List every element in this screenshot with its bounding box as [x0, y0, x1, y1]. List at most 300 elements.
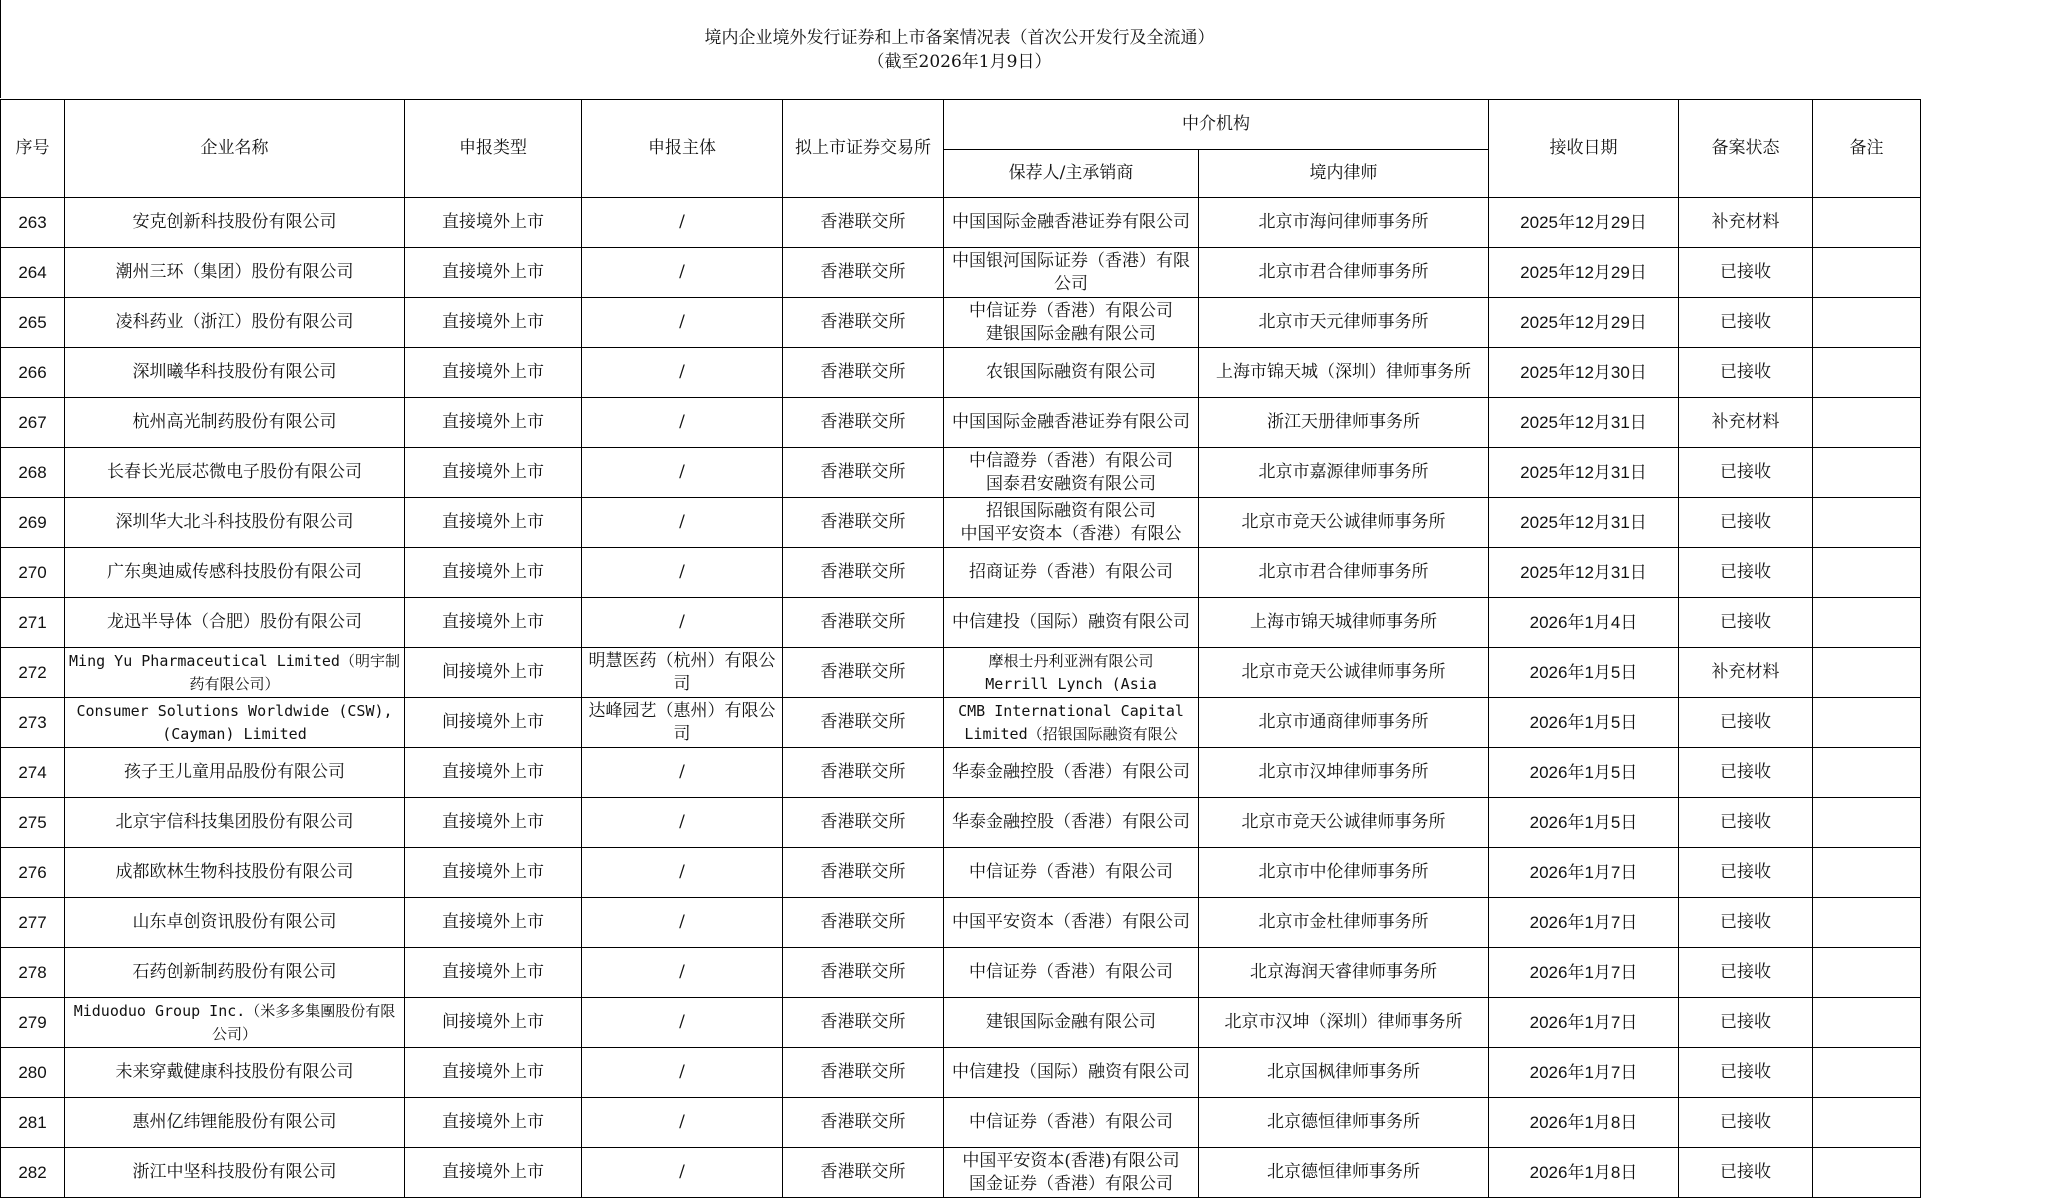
cell-exchange[interactable] — [783, 648, 944, 698]
cell-status[interactable] — [1679, 598, 1813, 648]
cell-sponsor[interactable] — [944, 748, 1199, 798]
cell-lawyer-text: 北京德恒律师事务所 — [1267, 1112, 1420, 1132]
cell-sponsor[interactable] — [944, 1048, 1199, 1098]
cell-company[interactable] — [65, 948, 405, 998]
cell-subject[interactable] — [582, 848, 783, 898]
cell-exchange[interactable] — [783, 598, 944, 648]
cell-type[interactable] — [405, 798, 582, 848]
cell-subject[interactable] — [582, 698, 783, 748]
cell-exchange[interactable] — [783, 948, 944, 998]
cell-company-text: 深圳华大北斗科技股份有限公司 — [115, 512, 354, 532]
cell-lawyer[interactable] — [1199, 898, 1489, 948]
cell-company-text: 龙迅半导体（合肥）股份有限公司 — [107, 612, 362, 632]
cell-lawyer-text: 北京市汉坤（深圳）律师事务所 — [1224, 1012, 1463, 1032]
cell-type-text: 直接境外上市 — [442, 462, 544, 482]
cell-type[interactable] — [405, 248, 582, 298]
cell-company[interactable] — [65, 348, 405, 398]
cell-type-text: 直接境外上市 — [442, 912, 544, 932]
cell-status[interactable] — [1679, 348, 1813, 398]
cell-type[interactable] — [405, 948, 582, 998]
cell-date[interactable] — [1489, 498, 1679, 548]
cell-sponsor[interactable] — [944, 498, 1199, 548]
cell-seq[interactable] — [1, 398, 65, 448]
cell-status[interactable] — [1679, 748, 1813, 798]
cell-lawyer[interactable] — [1199, 698, 1489, 748]
header-type: 申报类型 — [405, 100, 582, 198]
table-row[interactable] — [1, 1148, 1921, 1198]
cell-type[interactable] — [405, 898, 582, 948]
cell-seq[interactable] — [1, 698, 65, 748]
cell-company[interactable] — [65, 598, 405, 648]
cell-remark[interactable] — [1813, 448, 1921, 498]
cell-date-text: 2026年1月7日 — [1529, 1063, 1638, 1082]
cell-lawyer[interactable] — [1199, 748, 1489, 798]
cell-company[interactable] — [65, 1048, 405, 1098]
cell-seq-text: 282 — [18, 1163, 47, 1182]
table-row[interactable] — [1, 898, 1921, 948]
cell-date[interactable] — [1489, 698, 1679, 748]
cell-lawyer[interactable] — [1199, 298, 1489, 348]
cell-seq[interactable] — [1, 298, 65, 348]
cell-remark[interactable] — [1813, 698, 1921, 748]
cell-status-text: 已接收 — [1720, 362, 1771, 382]
cell-lawyer[interactable] — [1199, 648, 1489, 698]
cell-remark[interactable] — [1813, 998, 1921, 1048]
cell-exchange[interactable] — [783, 548, 944, 598]
cell-lawyer[interactable] — [1199, 1148, 1489, 1198]
cell-status-text: 已接收 — [1720, 462, 1771, 482]
table-row[interactable] — [1, 698, 1921, 748]
cell-remark[interactable] — [1813, 198, 1921, 248]
cell-exchange[interactable] — [783, 398, 944, 448]
cell-sponsor-text: 建银国际金融有限公司 — [986, 1012, 1156, 1032]
cell-sponsor[interactable] — [944, 448, 1199, 498]
cell-status[interactable] — [1679, 298, 1813, 348]
cell-type[interactable] — [405, 1148, 582, 1198]
cell-lawyer[interactable] — [1199, 348, 1489, 398]
cell-type[interactable] — [405, 848, 582, 898]
cell-exchange-text: 香港联交所 — [820, 462, 906, 482]
cell-lawyer-text: 北京市竞天公诚律师事务所 — [1241, 662, 1446, 682]
cell-type[interactable] — [405, 498, 582, 548]
cell-remark[interactable] — [1813, 648, 1921, 698]
cell-seq[interactable] — [1, 498, 65, 548]
cell-exchange[interactable] — [783, 498, 944, 548]
table-row[interactable] — [1, 948, 1921, 998]
cell-type[interactable] — [405, 198, 582, 248]
cell-lawyer[interactable] — [1199, 548, 1489, 598]
cell-status[interactable] — [1679, 1148, 1813, 1198]
cell-date[interactable] — [1489, 398, 1679, 448]
cell-company-text: Consumer Solutions Worldwide (CSW), (Cayman) Limited — [76, 701, 393, 743]
cell-sponsor[interactable] — [944, 248, 1199, 298]
cell-subject[interactable] — [582, 548, 783, 598]
cell-lawyer[interactable] — [1199, 398, 1489, 448]
cell-type[interactable] — [405, 298, 582, 348]
cell-status-text: 已接收 — [1720, 712, 1771, 732]
cell-remark[interactable] — [1813, 848, 1921, 898]
cell-seq[interactable] — [1, 598, 65, 648]
cell-subject-text: / — [679, 562, 685, 582]
cell-sponsor-text: 招商证券（香港）有限公司 — [969, 562, 1173, 582]
cell-date[interactable] — [1489, 548, 1679, 598]
cell-lawyer-text: 浙江天册律师事务所 — [1267, 412, 1420, 432]
cell-type[interactable] — [405, 648, 582, 698]
cell-type[interactable] — [405, 1098, 582, 1148]
cell-lawyer[interactable] — [1199, 248, 1489, 298]
cell-sponsor[interactable] — [944, 998, 1199, 1048]
cell-seq[interactable] — [1, 848, 65, 898]
cell-exchange[interactable] — [783, 998, 944, 1048]
cell-remark[interactable] — [1813, 798, 1921, 848]
cell-status[interactable] — [1679, 898, 1813, 948]
cell-date-text: 2026年1月8日 — [1529, 1113, 1638, 1132]
cell-exchange[interactable] — [783, 698, 944, 748]
cell-seq-text: 275 — [18, 813, 47, 832]
cell-date-text: 2026年1月7日 — [1529, 963, 1638, 982]
cell-remark[interactable] — [1813, 398, 1921, 448]
cell-status[interactable] — [1679, 1098, 1813, 1148]
cell-date[interactable] — [1489, 298, 1679, 348]
cell-status[interactable] — [1679, 548, 1813, 598]
cell-sponsor-text: 中信证券（香港）有限公司 建银国际金融有限公司 — [969, 300, 1173, 344]
cell-date-text: 2025年12月31日 — [1520, 513, 1647, 532]
cell-company[interactable] — [65, 548, 405, 598]
cell-type[interactable] — [405, 398, 582, 448]
cell-exchange[interactable] — [783, 348, 944, 398]
cell-lawyer[interactable] — [1199, 448, 1489, 498]
cell-sponsor[interactable] — [944, 948, 1199, 998]
cell-company-text: 长春长光辰芯微电子股份有限公司 — [107, 462, 362, 482]
cell-sponsor[interactable] — [944, 1098, 1199, 1148]
cell-seq[interactable] — [1, 448, 65, 498]
cell-company[interactable] — [65, 448, 405, 498]
cell-seq[interactable] — [1, 798, 65, 848]
cell-seq[interactable] — [1, 1098, 65, 1148]
cell-exchange[interactable] — [783, 248, 944, 298]
cell-type-text: 直接境外上市 — [442, 812, 544, 832]
cell-status[interactable] — [1679, 448, 1813, 498]
cell-remark[interactable] — [1813, 748, 1921, 798]
cell-exchange-text: 香港联交所 — [820, 1112, 906, 1132]
table-row[interactable] — [1, 748, 1921, 798]
cell-subject[interactable] — [582, 798, 783, 848]
cell-status[interactable] — [1679, 998, 1813, 1048]
cell-exchange[interactable] — [783, 1148, 944, 1198]
cell-subject-text: / — [679, 1012, 685, 1032]
cell-exchange-text: 香港联交所 — [820, 762, 906, 782]
cell-subject[interactable] — [582, 398, 783, 448]
cell-subject[interactable] — [582, 598, 783, 648]
cell-company[interactable] — [65, 798, 405, 848]
cell-company-text: 凌科药业（浙江）股份有限公司 — [115, 312, 354, 332]
cell-remark[interactable] — [1813, 598, 1921, 648]
cell-sponsor[interactable] — [944, 298, 1199, 348]
table-row[interactable] — [1, 1098, 1921, 1148]
cell-subject[interactable] — [582, 498, 783, 548]
cell-status[interactable] — [1679, 198, 1813, 248]
cell-status-text: 已接收 — [1720, 762, 1771, 782]
cell-seq-text: 280 — [18, 1063, 47, 1082]
cell-sponsor-text: 华泰金融控股（香港）有限公司 — [952, 812, 1190, 832]
cell-seq-text: 269 — [18, 513, 47, 532]
table-row[interactable] — [1, 448, 1921, 498]
table-row[interactable] — [1, 1048, 1921, 1098]
cell-lawyer[interactable] — [1199, 798, 1489, 848]
cell-lawyer[interactable] — [1199, 848, 1489, 898]
cell-subject[interactable] — [582, 348, 783, 398]
cell-subject[interactable] — [582, 898, 783, 948]
cell-date[interactable] — [1489, 1148, 1679, 1198]
cell-exchange[interactable] — [783, 1098, 944, 1148]
cell-type-text: 间接境外上市 — [442, 662, 544, 682]
cell-sponsor[interactable] — [944, 848, 1199, 898]
cell-subject-text: / — [679, 212, 685, 232]
cell-subject-text: / — [679, 762, 685, 782]
cell-exchange[interactable] — [783, 198, 944, 248]
cell-lawyer[interactable] — [1199, 948, 1489, 998]
cell-date[interactable] — [1489, 948, 1679, 998]
cell-subject-text: / — [679, 862, 685, 882]
table-row[interactable] — [1, 798, 1921, 848]
cell-subject[interactable] — [582, 948, 783, 998]
table-row[interactable] — [1, 548, 1921, 598]
table-row[interactable] — [1, 848, 1921, 898]
cell-lawyer-text: 北京市嘉源律师事务所 — [1258, 462, 1429, 482]
cell-exchange-text: 香港联交所 — [820, 812, 906, 832]
cell-type-text: 间接境外上市 — [442, 712, 544, 732]
cell-type[interactable] — [405, 348, 582, 398]
cell-seq-text: 268 — [18, 463, 47, 482]
table-row[interactable] — [1, 648, 1921, 698]
table-row[interactable] — [1, 348, 1921, 398]
cell-remark[interactable] — [1813, 298, 1921, 348]
cell-date[interactable] — [1489, 748, 1679, 798]
cell-subject-text: / — [679, 412, 685, 432]
table-row[interactable] — [1, 598, 1921, 648]
cell-status[interactable] — [1679, 798, 1813, 848]
cell-date-text: 2026年1月8日 — [1529, 1163, 1638, 1182]
cell-sponsor[interactable] — [944, 798, 1199, 848]
header-subject: 申报主体 — [582, 100, 783, 198]
cell-seq[interactable] — [1, 248, 65, 298]
table-header — [1, 100, 1921, 198]
cell-status[interactable] — [1679, 248, 1813, 298]
cell-exchange[interactable] — [783, 748, 944, 798]
cell-subject[interactable] — [582, 1048, 783, 1098]
cell-remark[interactable] — [1813, 248, 1921, 298]
header-seq: 序号 — [1, 100, 65, 198]
cell-date-text: 2025年12月29日 — [1520, 263, 1647, 282]
cell-company[interactable] — [65, 248, 405, 298]
cell-date-text: 2025年12月31日 — [1520, 563, 1647, 582]
cell-lawyer-text: 北京市汉坤律师事务所 — [1258, 762, 1429, 782]
cell-status[interactable] — [1679, 948, 1813, 998]
cell-company[interactable] — [65, 398, 405, 448]
cell-remark[interactable] — [1813, 1148, 1921, 1198]
cell-sponsor[interactable] — [944, 698, 1199, 748]
cell-sponsor[interactable] — [944, 398, 1199, 448]
cell-company[interactable] — [65, 198, 405, 248]
cell-sponsor-text: 中信證券（香港）有限公司 国泰君安融资有限公司 — [969, 450, 1173, 494]
cell-seq[interactable] — [1, 648, 65, 698]
cell-company[interactable] — [65, 848, 405, 898]
cell-subject[interactable] — [582, 1148, 783, 1198]
cell-status[interactable] — [1679, 648, 1813, 698]
cell-company[interactable] — [65, 698, 405, 748]
cell-subject-text: / — [679, 612, 685, 632]
cell-date[interactable] — [1489, 1048, 1679, 1098]
cell-company[interactable] — [65, 1148, 405, 1198]
cell-sponsor[interactable] — [944, 548, 1199, 598]
table-row[interactable] — [1, 998, 1921, 1048]
cell-subject[interactable] — [582, 198, 783, 248]
cell-seq[interactable] — [1, 998, 65, 1048]
cell-subject[interactable] — [582, 298, 783, 348]
cell-exchange[interactable] — [783, 848, 944, 898]
table-row[interactable] — [1, 498, 1921, 548]
cell-remark[interactable] — [1813, 1098, 1921, 1148]
cell-status[interactable] — [1679, 1048, 1813, 1098]
cell-subject[interactable] — [582, 248, 783, 298]
cell-company[interactable] — [65, 1098, 405, 1148]
cell-sponsor[interactable] — [944, 598, 1199, 648]
cell-lawyer[interactable] — [1199, 1098, 1489, 1148]
cell-date-text: 2025年12月29日 — [1520, 213, 1647, 232]
cell-seq-text: 272 — [18, 663, 47, 682]
cell-date[interactable] — [1489, 248, 1679, 298]
cell-type-text: 直接境外上市 — [442, 562, 544, 582]
cell-company[interactable] — [65, 748, 405, 798]
cell-exchange-text: 香港联交所 — [820, 312, 906, 332]
cell-status[interactable] — [1679, 698, 1813, 748]
cell-date[interactable] — [1489, 1098, 1679, 1148]
cell-subject-text: / — [679, 1112, 685, 1132]
cell-sponsor[interactable] — [944, 1148, 1199, 1198]
cell-date[interactable] — [1489, 998, 1679, 1048]
cell-type[interactable] — [405, 998, 582, 1048]
cell-type-text: 间接境外上市 — [442, 1012, 544, 1032]
cell-date[interactable] — [1489, 198, 1679, 248]
cell-date[interactable] — [1489, 348, 1679, 398]
cell-company[interactable] — [65, 998, 405, 1048]
cell-subject[interactable] — [582, 1098, 783, 1148]
cell-sponsor[interactable] — [944, 198, 1199, 248]
cell-lawyer[interactable] — [1199, 598, 1489, 648]
cell-company-text: 浙江中坚科技股份有限公司 — [132, 1162, 337, 1182]
cell-date[interactable] — [1489, 598, 1679, 648]
cell-remark[interactable] — [1813, 348, 1921, 398]
cell-status-text: 已接收 — [1720, 1012, 1771, 1032]
cell-status-text: 已接收 — [1720, 862, 1771, 882]
table-title-block — [0, 0, 1918, 98]
cell-status[interactable] — [1679, 498, 1813, 548]
cell-type[interactable] — [405, 448, 582, 498]
cell-company[interactable] — [65, 648, 405, 698]
table-row[interactable] — [1, 198, 1921, 248]
cell-seq[interactable] — [1, 748, 65, 798]
cell-exchange[interactable] — [783, 798, 944, 848]
cell-exchange[interactable] — [783, 448, 944, 498]
cell-sponsor[interactable] — [944, 898, 1199, 948]
cell-lawyer[interactable] — [1199, 198, 1489, 248]
cell-type[interactable] — [405, 698, 582, 748]
cell-seq[interactable] — [1, 348, 65, 398]
cell-lawyer-text: 北京市君合律师事务所 — [1258, 262, 1429, 282]
cell-type[interactable] — [405, 1048, 582, 1098]
cell-sponsor[interactable] — [944, 348, 1199, 398]
cell-exchange-text: 香港联交所 — [820, 1062, 906, 1082]
cell-remark[interactable] — [1813, 1048, 1921, 1098]
table-row[interactable] — [1, 248, 1921, 298]
cell-date[interactable] — [1489, 448, 1679, 498]
cell-status[interactable] — [1679, 398, 1813, 448]
cell-exchange[interactable] — [783, 298, 944, 348]
cell-type[interactable] — [405, 548, 582, 598]
cell-subject-text: / — [679, 912, 685, 932]
cell-subject-text: / — [679, 362, 685, 382]
cell-subject[interactable] — [582, 648, 783, 698]
cell-remark[interactable] — [1813, 548, 1921, 598]
cell-lawyer[interactable] — [1199, 998, 1489, 1048]
cell-company[interactable] — [65, 498, 405, 548]
cell-date[interactable] — [1489, 648, 1679, 698]
cell-company[interactable] — [65, 898, 405, 948]
cell-subject-text: / — [679, 962, 685, 982]
cell-subject-text: / — [679, 462, 685, 482]
cell-remark[interactable] — [1813, 948, 1921, 998]
cell-date[interactable] — [1489, 898, 1679, 948]
cell-seq[interactable] — [1, 948, 65, 998]
cell-type[interactable] — [405, 598, 582, 648]
cell-company-text: 安克创新科技股份有限公司 — [132, 212, 337, 232]
cell-seq[interactable] — [1, 898, 65, 948]
cell-company-text: 深圳曦华科技股份有限公司 — [132, 362, 337, 382]
cell-remark[interactable] — [1813, 898, 1921, 948]
cell-seq[interactable] — [1, 1148, 65, 1198]
table-row[interactable] — [1, 398, 1921, 448]
cell-subject[interactable] — [582, 748, 783, 798]
cell-company[interactable] — [65, 298, 405, 348]
cell-lawyer[interactable] — [1199, 1048, 1489, 1098]
cell-lawyer-text: 北京国枫律师事务所 — [1267, 1062, 1420, 1082]
cell-exchange-text: 香港联交所 — [820, 862, 906, 882]
cell-subject[interactable] — [582, 448, 783, 498]
cell-type-text: 直接境外上市 — [442, 512, 544, 532]
cell-status-text: 已接收 — [1720, 962, 1771, 982]
cell-company-text: 潮州三环（集团）股份有限公司 — [115, 262, 354, 282]
cell-lawyer-text: 北京市通商律师事务所 — [1258, 712, 1429, 732]
cell-type-text: 直接境外上市 — [442, 312, 544, 332]
cell-sponsor[interactable] — [944, 648, 1199, 698]
cell-seq-text: 277 — [18, 913, 47, 932]
cell-status[interactable] — [1679, 848, 1813, 898]
cell-remark[interactable] — [1813, 498, 1921, 548]
cell-seq[interactable] — [1, 1048, 65, 1098]
cell-lawyer[interactable] — [1199, 498, 1489, 548]
cell-sponsor-text: 中信建投（国际）融资有限公司 — [952, 612, 1190, 632]
cell-subject[interactable] — [582, 998, 783, 1048]
cell-exchange-text: 香港联交所 — [820, 712, 906, 732]
cell-type[interactable] — [405, 748, 582, 798]
cell-exchange[interactable] — [783, 1048, 944, 1098]
table-row[interactable] — [1, 298, 1921, 348]
cell-seq[interactable] — [1, 198, 65, 248]
cell-date[interactable] — [1489, 848, 1679, 898]
cell-seq[interactable] — [1, 548, 65, 598]
cell-date[interactable] — [1489, 798, 1679, 848]
cell-exchange[interactable] — [783, 898, 944, 948]
